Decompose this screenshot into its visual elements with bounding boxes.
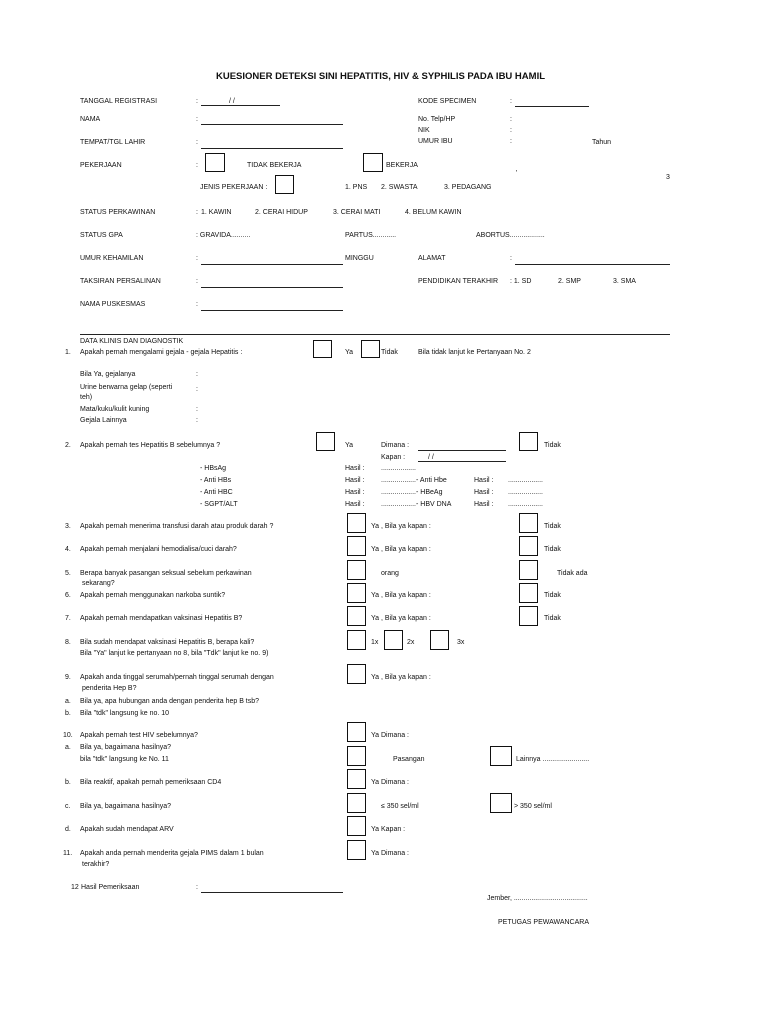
q2-ya-checkbox[interactable] xyxy=(316,432,335,451)
tidak-bekerja-label: TIDAK BEKERJA xyxy=(247,162,302,169)
q3-ya-label: Ya , Bila ya kapan : xyxy=(371,523,431,530)
q7-ya-label: Ya , Bila ya kapan : xyxy=(371,615,431,622)
q2-dots2: .................. xyxy=(508,477,544,484)
colon: : xyxy=(510,138,512,145)
q4-ya-checkbox[interactable] xyxy=(347,536,366,556)
tahun-label: Tahun xyxy=(592,139,612,146)
jenis-pekerjaan-checkbox[interactable] xyxy=(275,175,294,194)
q10-pasangan-checkbox[interactable] xyxy=(347,746,366,766)
q10-lainnya-checkbox[interactable] xyxy=(490,746,512,766)
q9-b-marker: b. xyxy=(65,710,71,717)
q9-a-marker: a. xyxy=(65,698,71,705)
section-divider xyxy=(80,334,670,335)
qd-ya-label: Ya Kapan : xyxy=(371,826,406,833)
sd-option: : 1. SD xyxy=(510,278,532,285)
minggu-label: MINGGU xyxy=(345,255,374,262)
q9-text2: penderita Hep B? xyxy=(82,685,137,692)
kode-label: KODE SPECIMEN xyxy=(418,98,477,105)
q10-text: Apakah pernah test HIV sebelumnya? xyxy=(80,732,198,739)
q2-hasil: Hasil : xyxy=(345,489,365,496)
belum-kawin-option: 4. BELUM KAWIN xyxy=(405,209,462,216)
q4-ya-label: Ya , Bila ya kapan : xyxy=(371,546,431,553)
q3-text: Apakah pernah menerima transfusi darah atau produk darah ? xyxy=(80,523,274,530)
q2-test-sgpt: - SGPT/ALT xyxy=(200,501,238,508)
gravida-field: : GRAVIDA.......... xyxy=(196,232,251,239)
colon: : xyxy=(196,371,198,378)
puskesmas-label: NAMA PUSKESMAS xyxy=(80,301,146,308)
q2-ya-label: Ya xyxy=(345,442,354,449)
cerai-mati-option: 3. CERAI MATI xyxy=(333,209,381,216)
q2-hasil2: Hasil : xyxy=(474,501,494,508)
q12-field[interactable] xyxy=(201,892,343,893)
umur-hamil-field[interactable] xyxy=(201,264,343,265)
q8-3x-checkbox[interactable] xyxy=(430,630,449,650)
q11-text: Apakah anda pernah menderita gejala PIMS dalam 1 bulan xyxy=(80,850,264,857)
q1-urine: Urine berwarna gelap (seperti xyxy=(80,384,173,391)
q2-hasil2: Hasil : xyxy=(474,489,494,496)
q8-1x-label: 1x xyxy=(371,639,379,646)
q2-hasil2: Hasil : xyxy=(474,477,494,484)
q8-1x-checkbox[interactable] xyxy=(347,630,366,650)
pekerjaan-label: PEKERJAAN xyxy=(80,162,122,169)
colon: : xyxy=(196,139,198,146)
tempat-label: TEMPAT/TGL LAHIR xyxy=(80,139,146,146)
q3-tidak-checkbox[interactable] xyxy=(519,513,538,533)
q9-b-text: Bila "tdk" langsung ke no. 10 xyxy=(80,710,170,717)
nik-label: NIK xyxy=(418,127,430,134)
q5-tidak-ada-label: Tidak ada xyxy=(557,570,588,577)
q2-result-hbeag: ..................- HBeAg xyxy=(381,489,443,496)
colon: : xyxy=(196,884,198,891)
bekerja-checkbox[interactable] xyxy=(363,153,383,172)
colon: : xyxy=(196,386,198,393)
q2-kapan-field[interactable] xyxy=(418,461,506,462)
q2-result-hbvdna: ..................- HBV DNA xyxy=(381,501,452,508)
q4-number: 4. xyxy=(65,546,71,553)
alamat-field[interactable] xyxy=(515,264,670,265)
qd-text: Apakah sudah mendapat ARV xyxy=(80,826,174,833)
q2-hasil: Hasil : xyxy=(345,501,365,508)
qc-le350-checkbox[interactable] xyxy=(347,793,366,813)
q1-bila-ya: Bila Ya, gejalanya xyxy=(80,371,136,378)
qb-marker: b. xyxy=(65,779,71,786)
q1-teh: teh) xyxy=(80,394,93,401)
q7-tidak-checkbox[interactable] xyxy=(519,606,538,626)
q2-kapan-slashes: / / xyxy=(428,454,434,461)
tanggal-label: TANGGAL REGISTRASI xyxy=(80,98,158,105)
qc-gt350-checkbox[interactable] xyxy=(490,793,512,813)
q9-text: Apakah anda tinggal serumah/pernah tinggal serumah dengan xyxy=(80,674,274,681)
q2-number: 2. xyxy=(65,442,71,449)
umur-label: UMUR IBU xyxy=(418,138,453,145)
qb-ya-checkbox[interactable] xyxy=(347,769,366,789)
tidak-bekerja-checkbox[interactable] xyxy=(205,153,225,172)
q3-number: 3. xyxy=(65,523,71,530)
q9-number: 9. xyxy=(65,674,71,681)
q6-ya-label: Ya , Bila ya kapan : xyxy=(371,592,431,599)
kawin-option: 1. KAWIN xyxy=(201,209,232,216)
q2-test-antihbc: - Anti HBC xyxy=(200,489,233,496)
status-gpa-label: STATUS GPA xyxy=(80,232,123,239)
q7-text: Apakah pernah mendapatkan vaksinasi Hepatitis B? xyxy=(80,615,243,622)
qd-marker: d. xyxy=(65,826,71,833)
q7-ya-checkbox[interactable] xyxy=(347,606,366,626)
pendidikan-label: PENDIDIKAN TERAKHIR xyxy=(418,278,498,285)
q2-dots2: .................. xyxy=(508,501,544,508)
q2-test-hbsag: - HBsAg xyxy=(200,465,227,472)
q2-tidak-label: Tidak xyxy=(544,442,561,449)
q1-tidak-checkbox[interactable] xyxy=(361,340,380,358)
colon: : xyxy=(196,417,198,424)
q5-number: 5. xyxy=(65,570,71,577)
q7-tidak-label: Tidak xyxy=(544,615,561,622)
q5-orang-label: orang xyxy=(381,570,399,577)
jenis-pekerjaan-label: JENIS PEKERJAAN : xyxy=(200,184,268,191)
q3-ya-checkbox[interactable] xyxy=(347,513,366,533)
q10-a-text: Bila ya, bagaimana hasilnya? xyxy=(80,744,172,751)
umur-hamil-label: UMUR KEHAMILAN xyxy=(80,255,144,262)
q10-a-text2: bila "tdk" langsung ke No. 11 xyxy=(80,756,169,763)
stray-number: 3 xyxy=(666,174,670,181)
colon: : xyxy=(196,98,198,105)
colon: : xyxy=(196,116,198,123)
q9-a-text: Bila ya, apa hubungan anda dengan penderita hep B tsb? xyxy=(80,698,260,705)
tempat-field[interactable] xyxy=(201,148,343,149)
q1-number: 1. xyxy=(65,349,71,356)
q9-ya-label: Ya , Bila ya kapan : xyxy=(371,674,431,681)
q1-text: Apakah pernah mengalami gejala - gejala Hepatitis : xyxy=(80,349,243,356)
bekerja-label: BEKERJA xyxy=(386,162,418,169)
q4-text: Apakah pernah menjalani hemodialisa/cuci darah? xyxy=(80,546,237,553)
q2-hasil: Hasil : xyxy=(345,465,365,472)
q6-tidak-label: Tidak xyxy=(544,592,561,599)
colon: : xyxy=(510,127,512,134)
q10-lainnya-label: Lainnya ........................ xyxy=(516,756,590,763)
colon: : xyxy=(196,406,198,413)
q1-ya-checkbox[interactable] xyxy=(313,340,332,358)
colon: : xyxy=(196,209,198,216)
q1-ya-label: Ya xyxy=(345,349,354,356)
q2-text: Apakah pernah tes Hepatitis B sebelumnya ? xyxy=(80,442,221,449)
form-title: KUESIONER DETEKSI SINI HEPATITIS, HIV & SYPHILIS PADA IBU HAMIL xyxy=(216,71,546,82)
qc-gt350-label: > 350 sel/ml xyxy=(514,803,552,810)
q6-text: Apakah pernah menggunakan narkoba suntik? xyxy=(80,592,226,599)
q10-ya-label: Ya Dimana : xyxy=(371,732,409,739)
jember-date: Jember, ...................................... xyxy=(487,895,588,902)
colon: : xyxy=(510,98,512,105)
section-title: DATA KLINIS DAN DIAGNOSTIK xyxy=(80,338,184,345)
colon: : xyxy=(196,301,198,308)
puskesmas-field[interactable] xyxy=(201,310,343,311)
q4-tidak-label: Tidak xyxy=(544,546,561,553)
q7-number: 7. xyxy=(65,615,71,622)
smp-option: 2. SMP xyxy=(558,278,581,285)
petugas-label: PETUGAS PEWAWANCARA xyxy=(498,919,590,926)
qc-marker: c. xyxy=(65,803,71,810)
nama-label: NAMA xyxy=(80,116,101,123)
alamat-label: ALAMAT xyxy=(418,255,446,262)
tanggal-slashes: / / xyxy=(229,98,235,105)
q2-hasil: Hasil : xyxy=(345,477,365,484)
q6-number: 6. xyxy=(65,592,71,599)
q2-dots2: .................. xyxy=(508,489,544,496)
q2-test-antihbs: - Anti HBs xyxy=(200,477,232,484)
q8-2x-label: 2x xyxy=(407,639,415,646)
q10-a-marker: a. xyxy=(65,744,71,751)
q5-orang-box[interactable] xyxy=(347,560,366,580)
qb-ya-label: Ya Dimana : xyxy=(371,779,409,786)
q5-tidak-ada-checkbox[interactable] xyxy=(519,560,538,580)
kode-field[interactable] xyxy=(515,106,589,107)
nama-field[interactable] xyxy=(201,124,343,125)
q8-2x-checkbox[interactable] xyxy=(384,630,403,650)
tanggal-field[interactable] xyxy=(201,105,280,106)
colon: : xyxy=(510,116,512,123)
abortus-field: ABORTUS.................. xyxy=(476,232,545,239)
partus-field: PARTUS............ xyxy=(345,232,397,239)
q11-number: 11. xyxy=(63,850,73,857)
q10-pasangan-label: Pasangan xyxy=(393,756,425,763)
q5-text: Berapa banyak pasangan seksual sebelum perkawinan xyxy=(80,570,252,577)
q2-dimana-field[interactable] xyxy=(418,450,506,451)
q1-tidak-label: Tidak xyxy=(381,349,398,356)
q2-result-antihbe: ..................- Anti Hbe xyxy=(381,477,447,484)
qd-ya-checkbox[interactable] xyxy=(347,816,366,836)
stray-mark: ' xyxy=(516,170,518,177)
cerai-hidup-option: 2. CERAI HIDUP xyxy=(255,209,308,216)
q12-text: Hasil Pemeriksaan xyxy=(81,884,140,891)
q1-mata: Mata/kuku/kulit kuning xyxy=(80,406,150,413)
q3-tidak-label: Tidak xyxy=(544,523,561,530)
q9-ya-checkbox[interactable] xyxy=(347,664,366,684)
q8-3x-label: 3x xyxy=(457,639,465,646)
sma-option: 3. SMA xyxy=(613,278,636,285)
colon: : xyxy=(196,162,198,169)
q2-tidak-checkbox[interactable] xyxy=(519,432,538,451)
pedagang-option: 3. PEDAGANG xyxy=(444,184,492,191)
taksiran-field[interactable] xyxy=(201,287,343,288)
q8-text2: Bila "Ya" lanjut ke pertanyaan no 8, bila "Tdk" lanjut ke no. 9) xyxy=(80,650,269,657)
telp-label: No. Telp/HP xyxy=(418,116,456,123)
colon: : xyxy=(196,255,198,262)
q12-number: 12 xyxy=(71,884,79,891)
q4-tidak-checkbox[interactable] xyxy=(519,536,538,556)
q1-note: Bila tidak lanjut ke Pertanyaan No. 2 xyxy=(418,349,531,356)
q6-ya-checkbox[interactable] xyxy=(347,583,366,603)
q11-ya-checkbox[interactable] xyxy=(347,840,366,860)
swasta-option: 2. SWASTA xyxy=(381,184,418,191)
colon: : xyxy=(196,278,198,285)
qc-le350-label: ≤ 350 sel/ml xyxy=(381,803,419,810)
q1-gejala-lain: Gejala Lainnya xyxy=(80,417,127,424)
pns-option: 1. PNS xyxy=(345,184,368,191)
q8-text: Bila sudah mendapat vaksinasi Hepatitis B, berapa kali? xyxy=(80,639,255,646)
q10-number: 10. xyxy=(63,732,73,739)
q2-kapan: Kapan : xyxy=(381,454,406,461)
q11-text2: terakhir? xyxy=(82,861,110,868)
q10-ya-checkbox[interactable] xyxy=(347,722,366,742)
status-kawin-label: STATUS PERKAWINAN xyxy=(80,209,156,216)
q6-tidak-checkbox[interactable] xyxy=(519,583,538,603)
qb-text: Bila reaktif, apakah pernah pemeriksaan CD4 xyxy=(80,779,222,786)
q11-ya-label: Ya Dimana : xyxy=(371,850,409,857)
q5-text2: sekarang? xyxy=(82,580,115,587)
q8-number: 8. xyxy=(65,639,71,646)
q2-dimana: Dimana : xyxy=(381,442,410,449)
q2-result-hbsag: .................. xyxy=(381,465,417,472)
colon: : xyxy=(510,255,512,262)
taksiran-label: TAKSIRAN PERSALINAN xyxy=(80,278,161,285)
qc-text: Bila ya, bagaimana hasilnya? xyxy=(80,803,172,810)
